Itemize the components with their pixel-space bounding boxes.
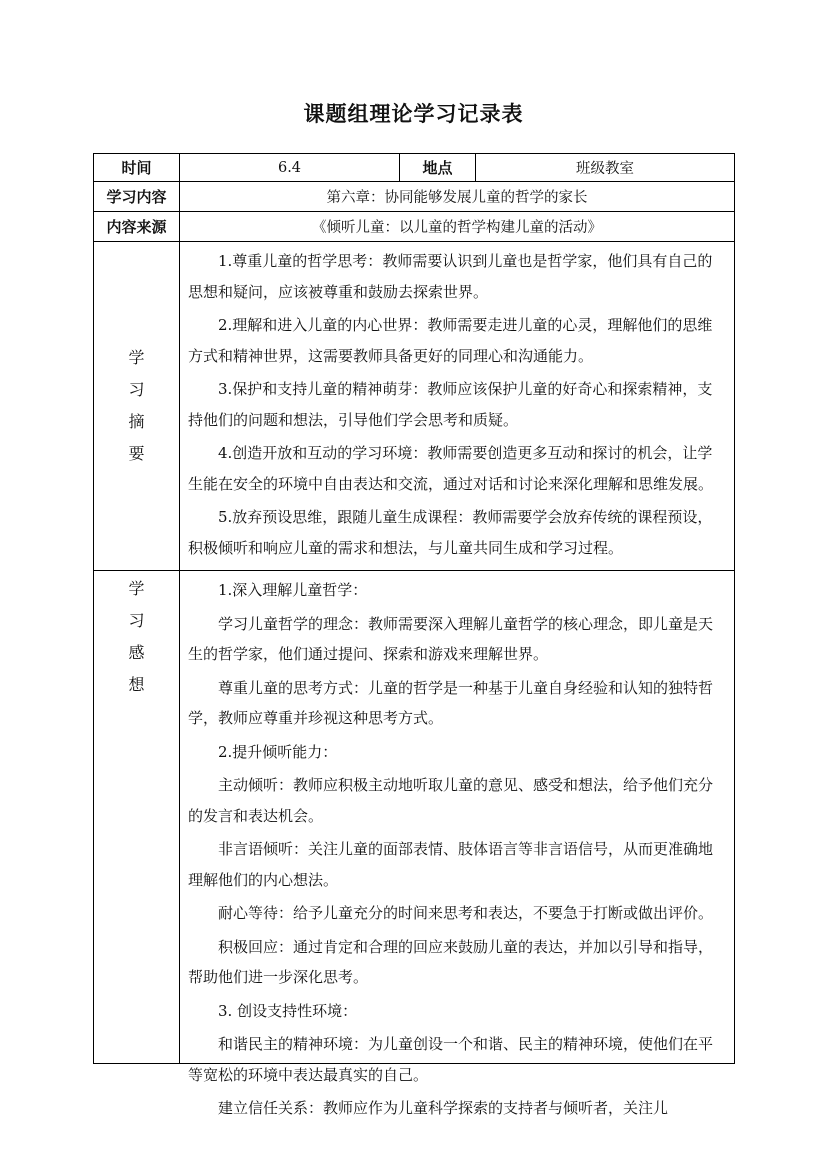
summary-label-char: 习: [128, 380, 145, 399]
reflection-label-char: 想: [128, 675, 145, 694]
time-label: 时间: [94, 154, 180, 182]
reflection-paragraph: 主动倾听：教师应积极主动地听取儿童的意见、感受和想法，给予他们充分的发言和表达机会。: [188, 776, 714, 825]
reflection-paragraph: 3. 创设支持性环境：: [218, 1001, 358, 1020]
reflection-paragraph: 和谐民主的精神环境：为儿童创设一个和谐、民主的精神环境，使他们在平等宽松的环境中表达最真实的自己。: [188, 1035, 714, 1084]
row-time-place: [94, 154, 735, 182]
summary-paragraph: 2.理解和进入儿童的内心世界：教师需要走进儿童的心灵，理解他们的思维方式和精神世界，这需要教师具备更好的同理心和沟通能力。: [188, 316, 713, 365]
place-label: 地点: [400, 154, 476, 182]
summary-content: [180, 242, 735, 571]
reflection-paragraph: 2.提升倾听能力：: [218, 742, 338, 761]
source-label: 内容来源: [94, 212, 180, 242]
reflection-paragraph: 建立信任关系：教师应作为儿童科学探索的支持者与倾听者，关注儿: [218, 1099, 669, 1117]
reflection-paragraph: 1.深入理解儿童哲学：: [218, 581, 368, 599]
summary-label-char: 摘: [128, 412, 145, 431]
summary-label-char: 学: [128, 348, 145, 367]
reflection-content: [180, 571, 735, 1117]
reflection-label-char: 感: [128, 643, 145, 662]
reflection-label: [94, 571, 180, 1064]
reflection-paragraph: 耐心等待：给予儿童充分的时间来思考和表达，不要急于打断或做出评价。: [218, 904, 714, 922]
content-value: 第六章：协同能够发展儿童的哲学的家长: [180, 182, 735, 212]
page-title: 课题组理论学习记录表: [303, 101, 524, 126]
row-source: [94, 212, 735, 242]
reflection-label-char: 习: [128, 611, 145, 630]
content-label: 学习内容: [94, 182, 180, 212]
row-content: [94, 182, 735, 212]
time-value: 6.4: [180, 154, 400, 182]
source-value: 《倾听儿童：以儿童的哲学构建儿童的活动》: [180, 212, 735, 242]
reflection-paragraph: 学习儿童哲学的理念：教师需要深入理解儿童哲学的核心理念，即儿童是天生的哲学家，他们通过提问、探索和游戏来理解世界。: [188, 614, 714, 663]
summary-paragraph: 4.创造开放和互动的学习环境：教师需要创造更多互动和探讨的机会，让学生能在安全的环境中自由表达和交流，通过对话和讨论来深化理解和思维发展。: [188, 444, 714, 493]
summary-label-char: 要: [128, 444, 145, 463]
reflection-paragraph: 积极回应：通过肯定和合理的回应来鼓励儿童的表达，并加以引导和指导，帮助他们进一步深化思考。: [188, 937, 714, 986]
reflection-paragraph: 尊重儿童的思考方式：儿童的哲学是一种基于儿童自身经验和认知的独特哲学，教师应尊重并珍视这种思考方式。: [188, 678, 714, 727]
summary-paragraph: 5.放弃预设思维，跟随儿童生成课程：教师需要学会放弃传统的课程预设，积极倾听和响应儿童的需求和想法，与儿童共同生成和学习过程。: [188, 508, 713, 557]
study-record-table: [93, 153, 735, 1117]
summary-label: [94, 242, 180, 571]
place-value: 班级教室: [476, 154, 735, 182]
summary-paragraph: 1.尊重儿童的哲学思考：教师需要认识到儿童也是哲学家，他们具有自己的思想和疑问，应该被尊重和鼓励去探索世界。: [188, 252, 713, 301]
reflection-paragraph: 非言语倾听：关注儿童的面部表情、肢体语言等非言语信号，从而更准确地理解他们的内心想法。: [188, 840, 714, 889]
reflection-label-char: 学: [128, 579, 145, 598]
summary-paragraph: 3.保护和支持儿童的精神萌芽：教师应该保护儿童的好奇心和探索精神，支持他们的问题和想法，引导他们学会思考和质疑。: [188, 380, 713, 429]
row-reflection: [94, 571, 735, 1064]
row-summary: [94, 242, 735, 571]
